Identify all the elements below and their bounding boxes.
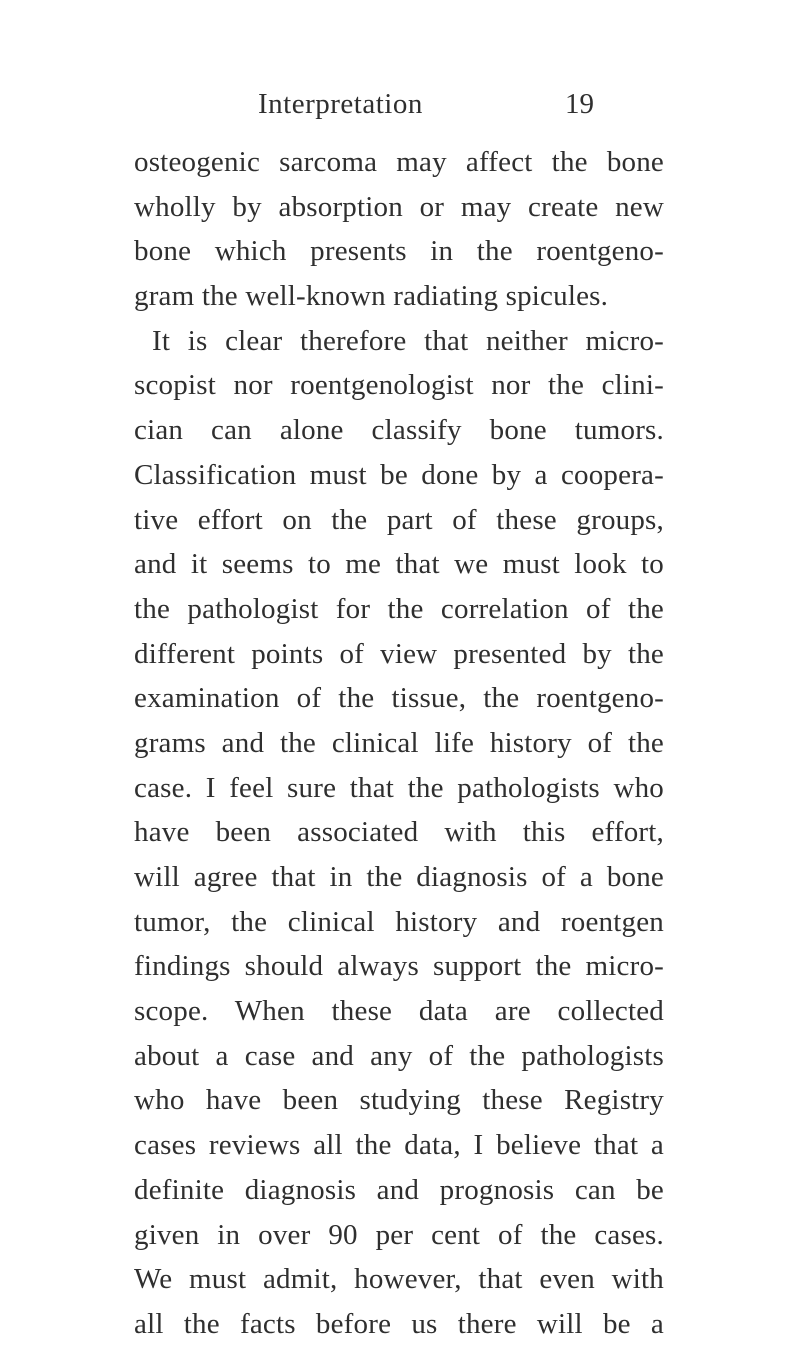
text-line: and it seems to me that we must look to: [134, 548, 664, 581]
page-number: 19: [565, 88, 594, 120]
text-line: about a case and any of the pathologists: [134, 1039, 664, 1072]
text-line: We must admit, however, that even with: [134, 1263, 664, 1296]
text-line: tive effort on the part of these groups,: [134, 503, 664, 536]
body-text: [134, 140, 664, 1347]
text-line: will agree that in the diagnosis of a bone: [134, 861, 664, 893]
text-line: given in over 90 per cent of the cases.: [134, 1218, 664, 1251]
text-line: Classification must be done by a coopera-: [134, 458, 664, 491]
text-line: scopist nor roentgenologist nor the clini-: [134, 369, 664, 402]
text-line: wholly by absorption or may create new: [134, 190, 664, 223]
text-line: definite diagnosis and prognosis can be: [134, 1173, 664, 1206]
text-line: grams and the clinical life history of the: [134, 726, 664, 759]
text-line: findings should always support the micro-: [134, 950, 664, 983]
text-line: cian can alone classify bone tumors.: [134, 414, 664, 447]
text-line: It is clear therefore that neither micro-: [152, 324, 664, 357]
text-line: cases reviews all the data, I believe that a: [134, 1129, 664, 1162]
text-line: osteogenic sarcoma may affect the bone: [134, 146, 664, 178]
running-title: Interpretation: [258, 88, 423, 120]
text-line: case. I feel sure that the pathologists who: [134, 771, 664, 804]
text-line: different points of view presented by the: [134, 637, 664, 670]
text-line: have been associated with this effort,: [134, 816, 664, 849]
text-line: who have been studying these Registry: [134, 1084, 664, 1117]
text-line: scope. When these data are collected: [134, 995, 664, 1028]
text-line: gram the well-known radiating spicules.: [134, 280, 609, 313]
text-line: examination of the tissue, the roentgeno-: [134, 682, 664, 715]
text-line: all the facts before us there will be a: [134, 1307, 664, 1340]
text-line: bone which presents in the roentgeno-: [134, 235, 664, 268]
text-line: the pathologist for the correlation of the: [134, 592, 664, 625]
running-head: [230, 88, 594, 128]
text-line: tumor, the clinical history and roentgen: [134, 905, 664, 938]
